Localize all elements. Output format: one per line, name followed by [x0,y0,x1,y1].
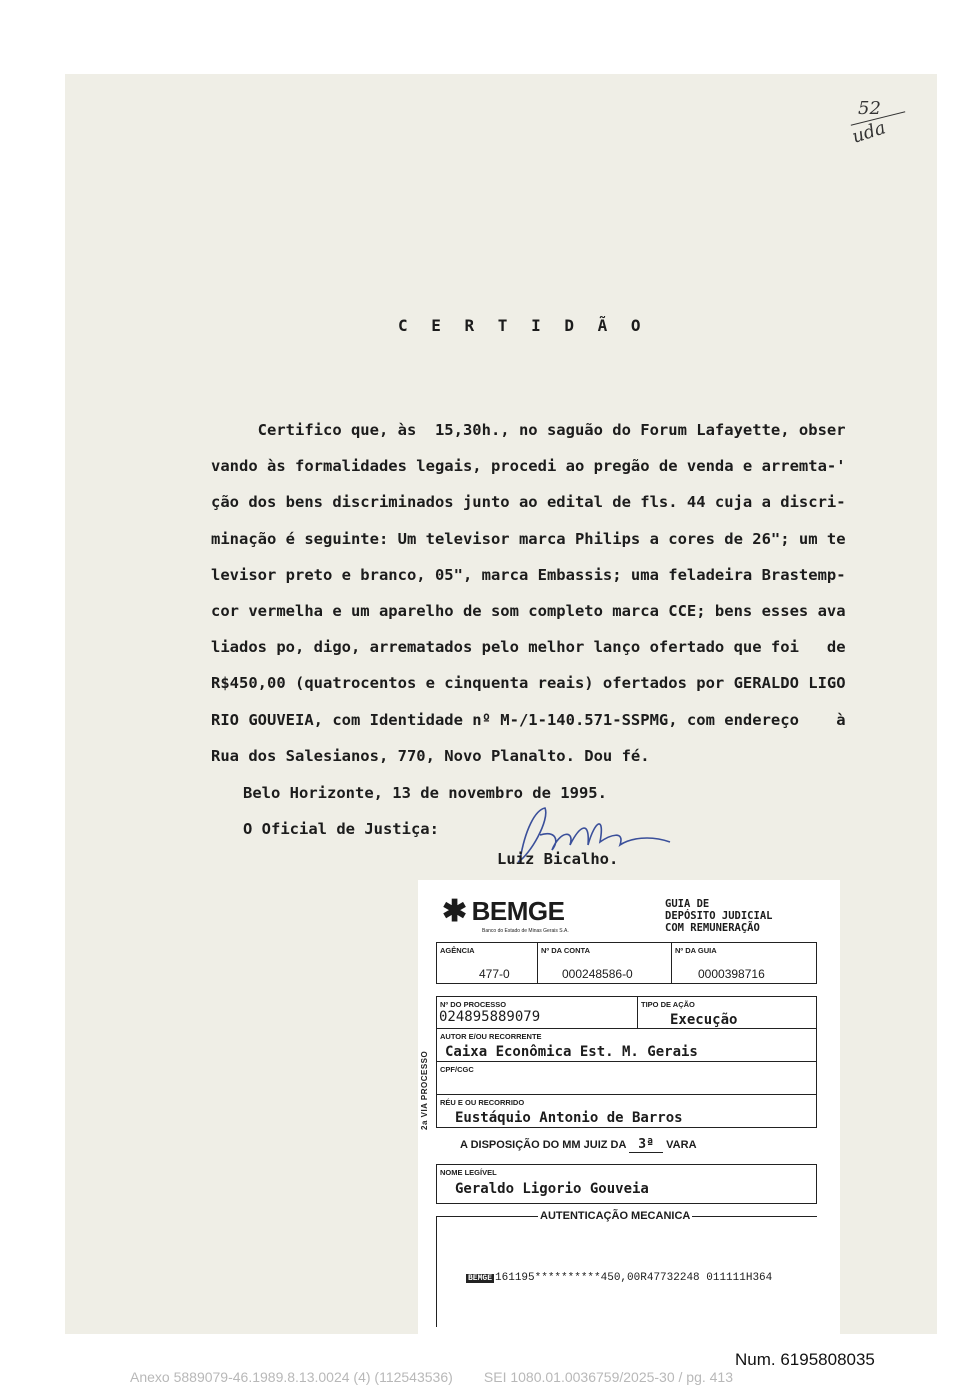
slip-title-line: COM REMUNERAÇÃO [665,922,760,934]
disposicao-prefix: A DISPOSIÇÃO DO MM JUIZ DA [460,1139,627,1151]
nome-legivel-value: Geraldo Ligorio Gouveia [455,1181,649,1197]
slip-title-line: GUIA DE [665,898,710,910]
body-line: Rua dos Salesianos, 770, Novo Planalto. Dou fé. [211,746,650,765]
cpf-field [436,1061,817,1095]
rubric: uda [849,117,889,148]
footer-metadata: Anexo 5889079-46.1989.8.13.0024 (4) (112543536) SEI 1080.01.0036759/2025-30 / pg. 413 [130,1369,733,1385]
body-line: levisor preto e branco, 05", marca Embassis; uma feladeira Brastemp- [211,565,846,584]
conta-label: Nº DA CONTA [541,946,590,955]
body-line: vando às formalidades legais, procedi ao pregão de venda e arremta-' [211,457,846,476]
nome-legivel-field [436,1164,817,1204]
processo-field [436,996,638,1029]
mech-tag: BEMGE [468,1274,493,1283]
tipo-acao-field [637,996,817,1029]
document-title: C E R T I D Ã O [398,316,648,335]
mechanical-authentication [466,1272,772,1284]
slip-side-label: 2a VIA PROCESSO [420,1050,429,1130]
place-date: Belo Horizonte, 13 de novembro de 1995. [243,784,607,802]
brand-name: BEMGE [471,896,565,926]
autor-label: AUTOR E/OU RECORRENTE [440,1032,542,1041]
deposit-slip [418,880,840,1334]
vara-value: 3ª [629,1137,663,1153]
agencia-field [436,942,538,984]
slip-title-line: DEPÓSITO JUDICIAL [665,910,773,922]
reu-value: Eustáquio Antonio de Barros [455,1110,683,1126]
processo-label: Nº DO PROCESSO [440,1000,507,1009]
body-line: R$450,00 (quatrocentos e cinquenta reais) ofertados por GERALDO LIGO [211,674,846,693]
reu-label: RÉU E OU RECORRIDO [440,1098,525,1107]
signer-name: Luiz Bicalho. [497,850,619,868]
autor-field [436,1028,817,1062]
cpf-label: CPF/CGC [440,1065,474,1074]
page-number: 52 [858,98,881,119]
tipo-acao-value: Execução [670,1012,738,1028]
slip-title [665,898,772,934]
conta-field [537,942,672,984]
conta-value: 000248586-0 [562,967,633,981]
agencia-value: 477-0 [479,967,510,981]
mech-text: 161195**********450,00R47732248 011111H364 [495,1272,773,1284]
body-line: cor vermelha e um aparelho de som completo marca CCE; bens esses ava [211,602,846,621]
nome-legivel-label: NOME LEGÍVEL [440,1168,497,1177]
agencia-label: AGÊNCIA [440,946,475,955]
document-number: Num. 6195808035 [735,1350,875,1369]
guia-field [671,942,817,984]
body-line: liados po, digo, arrematados pelo melhor lanço ofertado que foi de [211,638,846,657]
processo-value: 024895889079 [439,1009,541,1025]
vara-suffix: VARA [666,1139,697,1151]
officer-label: O Oficial de Justiça: [243,820,439,838]
disposicao-line [460,1137,697,1153]
bemge-star-icon: ✱ [442,894,468,928]
page-number-mark [848,96,928,156]
guia-value: 0000398716 [698,967,765,981]
body-line: Certifico que, às 15,30h., no saguão do Forum Lafayette, obser [211,421,846,439]
tipo-acao-label: TIPO DE AÇÃO [641,1000,695,1009]
certificate-body [211,412,931,774]
brand-subtitle: Banco do Estado de Minas Gerais S.A. [482,928,569,934]
body-line: minação é seguinte: Um televisor marca Philips a cores de 26"; um te [211,529,846,548]
authentication-title: AUTENTICAÇÃO MECANICA [540,1210,691,1222]
body-line: ção dos bens discriminados junto ao edital de fls. 44 cuja a discri- [211,493,846,512]
reu-field [436,1094,817,1128]
guia-label: Nº DA GUIA [675,946,717,955]
bemge-logo [442,894,569,934]
body-line: RIO GOUVEIA, com Identidade nº M-/1-140.571-SSPMG, com endereço à [211,710,846,729]
autor-value: Caixa Econômica Est. M. Gerais [445,1044,698,1060]
